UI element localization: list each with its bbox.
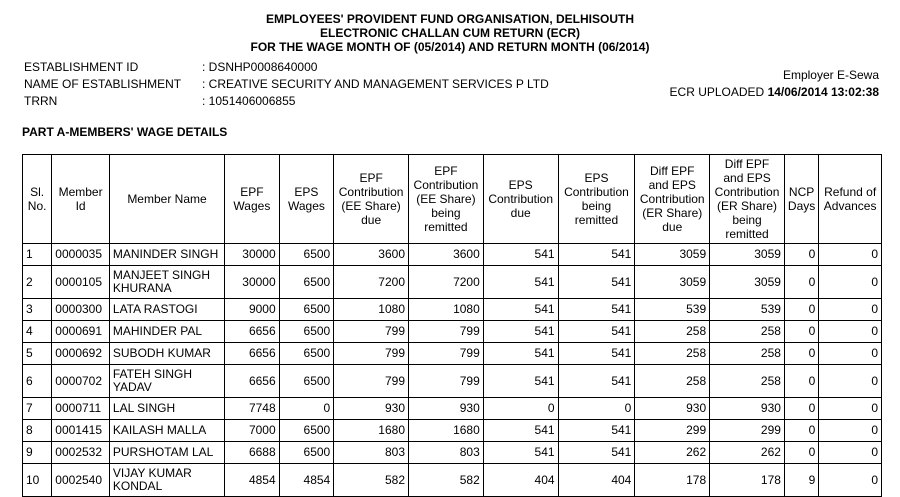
table-cell: 6500	[279, 321, 334, 343]
column-header: EPF Contribution (EE Share) being remitted	[409, 155, 484, 244]
table-cell: 3059	[710, 266, 785, 299]
table-cell: 6500	[279, 266, 334, 299]
table-cell: 0000105	[52, 266, 110, 299]
establishment-name-row	[24, 76, 549, 93]
table-cell: 930	[710, 398, 785, 420]
table-cell: 1080	[409, 299, 484, 321]
table-cell: 9	[23, 442, 52, 464]
table-cell: 0	[784, 321, 818, 343]
table-cell: LAL SINGH	[109, 398, 224, 420]
table-cell: 0	[819, 299, 882, 321]
establishment-name-value: : CREATIVE SECURITY AND MANAGEMENT SERVICES P LTD	[202, 77, 549, 91]
table-cell: 541	[558, 442, 635, 464]
upload-line	[670, 84, 879, 101]
table-cell: 799	[409, 343, 484, 365]
table-cell: 541	[483, 321, 558, 343]
table-cell: 178	[710, 464, 785, 497]
table-cell: 7200	[409, 266, 484, 299]
table-cell: 803	[334, 442, 409, 464]
table-cell: 541	[558, 420, 635, 442]
column-header: Diff EPF and EPS Contribution (ER Share) being remitted	[710, 155, 785, 244]
table-row	[23, 299, 882, 321]
trrn-value: : 1051406006855	[202, 94, 296, 108]
table-cell: 0	[784, 244, 818, 266]
table-cell: 799	[334, 321, 409, 343]
table-cell: 0	[819, 442, 882, 464]
table-cell: 799	[409, 365, 484, 398]
column-header: EPS Contribution being remitted	[558, 155, 635, 244]
table-cell: 2	[23, 266, 52, 299]
table-cell: 0	[819, 321, 882, 343]
column-header: NCP Days	[784, 155, 818, 244]
table-cell: 8	[23, 420, 52, 442]
table-cell: 1	[23, 244, 52, 266]
table-cell: 799	[409, 321, 484, 343]
table-cell: 404	[558, 464, 635, 497]
table-cell: 4	[23, 321, 52, 343]
column-header: EPS Contribution due	[483, 155, 558, 244]
table-cell: 258	[635, 321, 710, 343]
column-header: Member Name	[109, 155, 224, 244]
table-cell: 7748	[225, 398, 280, 420]
table-cell: 3	[23, 299, 52, 321]
table-cell: VIJAY KUMAR KONDAL	[109, 464, 224, 497]
table-cell: 6656	[225, 365, 280, 398]
table-cell: KAILASH MALLA	[109, 420, 224, 442]
table-cell: FATEH SINGH YADAV	[109, 365, 224, 398]
table-cell: 30000	[225, 244, 280, 266]
table-cell: 582	[334, 464, 409, 497]
table-row	[23, 321, 882, 343]
table-row	[23, 420, 882, 442]
header-row	[23, 155, 882, 244]
table-cell: 541	[558, 266, 635, 299]
table-cell: 0	[819, 244, 882, 266]
table-cell: MANINDER SINGH	[109, 244, 224, 266]
table-cell: PURSHOTAM LAL	[109, 442, 224, 464]
table-cell: 0	[784, 398, 818, 420]
table-cell: 3059	[635, 244, 710, 266]
table-cell: 0002532	[52, 442, 110, 464]
table-cell: 0	[483, 398, 558, 420]
table-cell: 6688	[225, 442, 280, 464]
table-cell: 4854	[225, 464, 280, 497]
table-cell: 404	[483, 464, 558, 497]
table-row	[23, 244, 882, 266]
table-cell: 9000	[225, 299, 280, 321]
table-cell: 5	[23, 343, 52, 365]
table-cell: 541	[483, 299, 558, 321]
table-cell: 541	[558, 321, 635, 343]
table-cell: 541	[483, 343, 558, 365]
table-row	[23, 464, 882, 497]
upload-label: ECR UPLOADED	[669, 85, 765, 99]
establishment-info	[24, 59, 549, 110]
table-cell: 0000691	[52, 321, 110, 343]
table-cell: 541	[558, 299, 635, 321]
table-cell: 258	[710, 365, 785, 398]
header-line-2: ELECTRONIC CHALLAN CUM RETURN (ECR)	[320, 26, 580, 40]
table-cell: 541	[483, 266, 558, 299]
trrn-label: TRRN	[24, 94, 58, 108]
table-cell: 541	[483, 442, 558, 464]
table-cell: 7	[23, 398, 52, 420]
table-cell: 541	[558, 343, 635, 365]
table-cell: 0	[819, 464, 882, 497]
table-cell: 6500	[279, 343, 334, 365]
table-row	[23, 266, 882, 299]
table-cell: 10	[23, 464, 52, 497]
table-cell: 6500	[279, 420, 334, 442]
establishment-name-label: NAME OF ESTABLISHMENT	[24, 77, 182, 91]
table-cell: 541	[558, 244, 635, 266]
table-cell: 4854	[279, 464, 334, 497]
column-header: Member Id	[52, 155, 110, 244]
establishment-id-value: : DSNHP0008640000	[202, 60, 318, 74]
table-cell: SUBODH KUMAR	[109, 343, 224, 365]
table-cell: 7000	[225, 420, 280, 442]
members-wage-table	[22, 154, 882, 497]
table-cell: 0000702	[52, 365, 110, 398]
table-cell: 3059	[635, 266, 710, 299]
table-cell: 0	[279, 398, 334, 420]
table-cell: 0000035	[52, 244, 110, 266]
table-cell: 0	[784, 343, 818, 365]
column-header: EPS Wages	[279, 155, 334, 244]
table-cell: 0	[784, 420, 818, 442]
table-cell: MANJEET SINGH KHURANA	[109, 266, 224, 299]
table-cell: 1080	[334, 299, 409, 321]
table-cell: 6	[23, 365, 52, 398]
table-cell: 258	[635, 365, 710, 398]
table-cell: 0	[558, 398, 635, 420]
table-cell: 258	[710, 343, 785, 365]
table-cell: 0000300	[52, 299, 110, 321]
table-cell: 0	[784, 299, 818, 321]
table-cell: 7200	[334, 266, 409, 299]
table-cell: 3059	[710, 244, 785, 266]
table-cell: 930	[334, 398, 409, 420]
table-cell: 1680	[334, 420, 409, 442]
table-row	[23, 442, 882, 464]
header-line-3: FOR THE WAGE MONTH OF (05/2014) AND RETURN MONTH (06/2014)	[250, 40, 650, 54]
column-header: Diff EPF and EPS Contribution (ER Share) due	[635, 155, 710, 244]
column-header: EPF Contribution (EE Share) due	[334, 155, 409, 244]
table-cell: 541	[483, 420, 558, 442]
table-cell: 541	[558, 365, 635, 398]
table-cell: 258	[710, 321, 785, 343]
table-cell: 6500	[279, 365, 334, 398]
table-cell: 799	[334, 343, 409, 365]
table-cell: 0002540	[52, 464, 110, 497]
table-cell: 6500	[279, 299, 334, 321]
table-cell: 0	[819, 365, 882, 398]
upload-info	[670, 67, 879, 101]
table-cell: 803	[409, 442, 484, 464]
table-cell: 0	[784, 442, 818, 464]
table-cell: 1680	[409, 420, 484, 442]
table-cell: 6656	[225, 321, 280, 343]
table-cell: LATA RASTOGI	[109, 299, 224, 321]
table-cell: 539	[635, 299, 710, 321]
table-cell: 0	[819, 398, 882, 420]
table-cell: 541	[483, 244, 558, 266]
table-cell: 930	[635, 398, 710, 420]
table-cell: 541	[483, 365, 558, 398]
table-cell: 30000	[225, 266, 280, 299]
table-cell: 262	[635, 442, 710, 464]
table-cell: 299	[635, 420, 710, 442]
upload-source: Employer E-Sewa	[782, 68, 879, 82]
table-cell: 799	[334, 365, 409, 398]
column-header: Sl. No.	[23, 155, 52, 244]
table-row	[23, 398, 882, 420]
table-cell: 262	[710, 442, 785, 464]
table-cell: 0	[819, 266, 882, 299]
upload-timestamp: 14/06/2014 13:02:38	[767, 85, 879, 99]
column-header: EPF Wages	[225, 155, 280, 244]
table-cell: 539	[710, 299, 785, 321]
column-header: Refund of Advances	[819, 155, 882, 244]
table-cell: 3600	[334, 244, 409, 266]
table-cell: 178	[635, 464, 710, 497]
table-cell: 0001415	[52, 420, 110, 442]
table-cell: 582	[409, 464, 484, 497]
table-row	[23, 365, 882, 398]
header-line-1: EMPLOYEES' PROVIDENT FUND ORGANISATION, DELHISOUTH	[266, 12, 634, 26]
table-cell: 6656	[225, 343, 280, 365]
table-row	[23, 343, 882, 365]
table-cell: 299	[710, 420, 785, 442]
table-cell: 0000711	[52, 398, 110, 420]
table-cell: 930	[409, 398, 484, 420]
section-title: PART A-MEMBERS' WAGE DETAILS	[22, 125, 228, 139]
table-cell: MAHINDER PAL	[109, 321, 224, 343]
table-cell: 0	[784, 365, 818, 398]
establishment-id-row	[24, 59, 549, 76]
trrn-row	[24, 93, 549, 110]
table-cell: 0	[784, 266, 818, 299]
table-cell: 6500	[279, 442, 334, 464]
table-cell: 3600	[409, 244, 484, 266]
table-body	[23, 244, 882, 497]
establishment-id-label: ESTABLISHMENT ID	[24, 60, 139, 74]
table-cell: 0	[819, 420, 882, 442]
table-cell: 6500	[279, 244, 334, 266]
table-cell: 0000692	[52, 343, 110, 365]
table-header	[23, 155, 882, 244]
table-cell: 9	[784, 464, 818, 497]
table-cell: 258	[635, 343, 710, 365]
table-cell: 0	[819, 343, 882, 365]
